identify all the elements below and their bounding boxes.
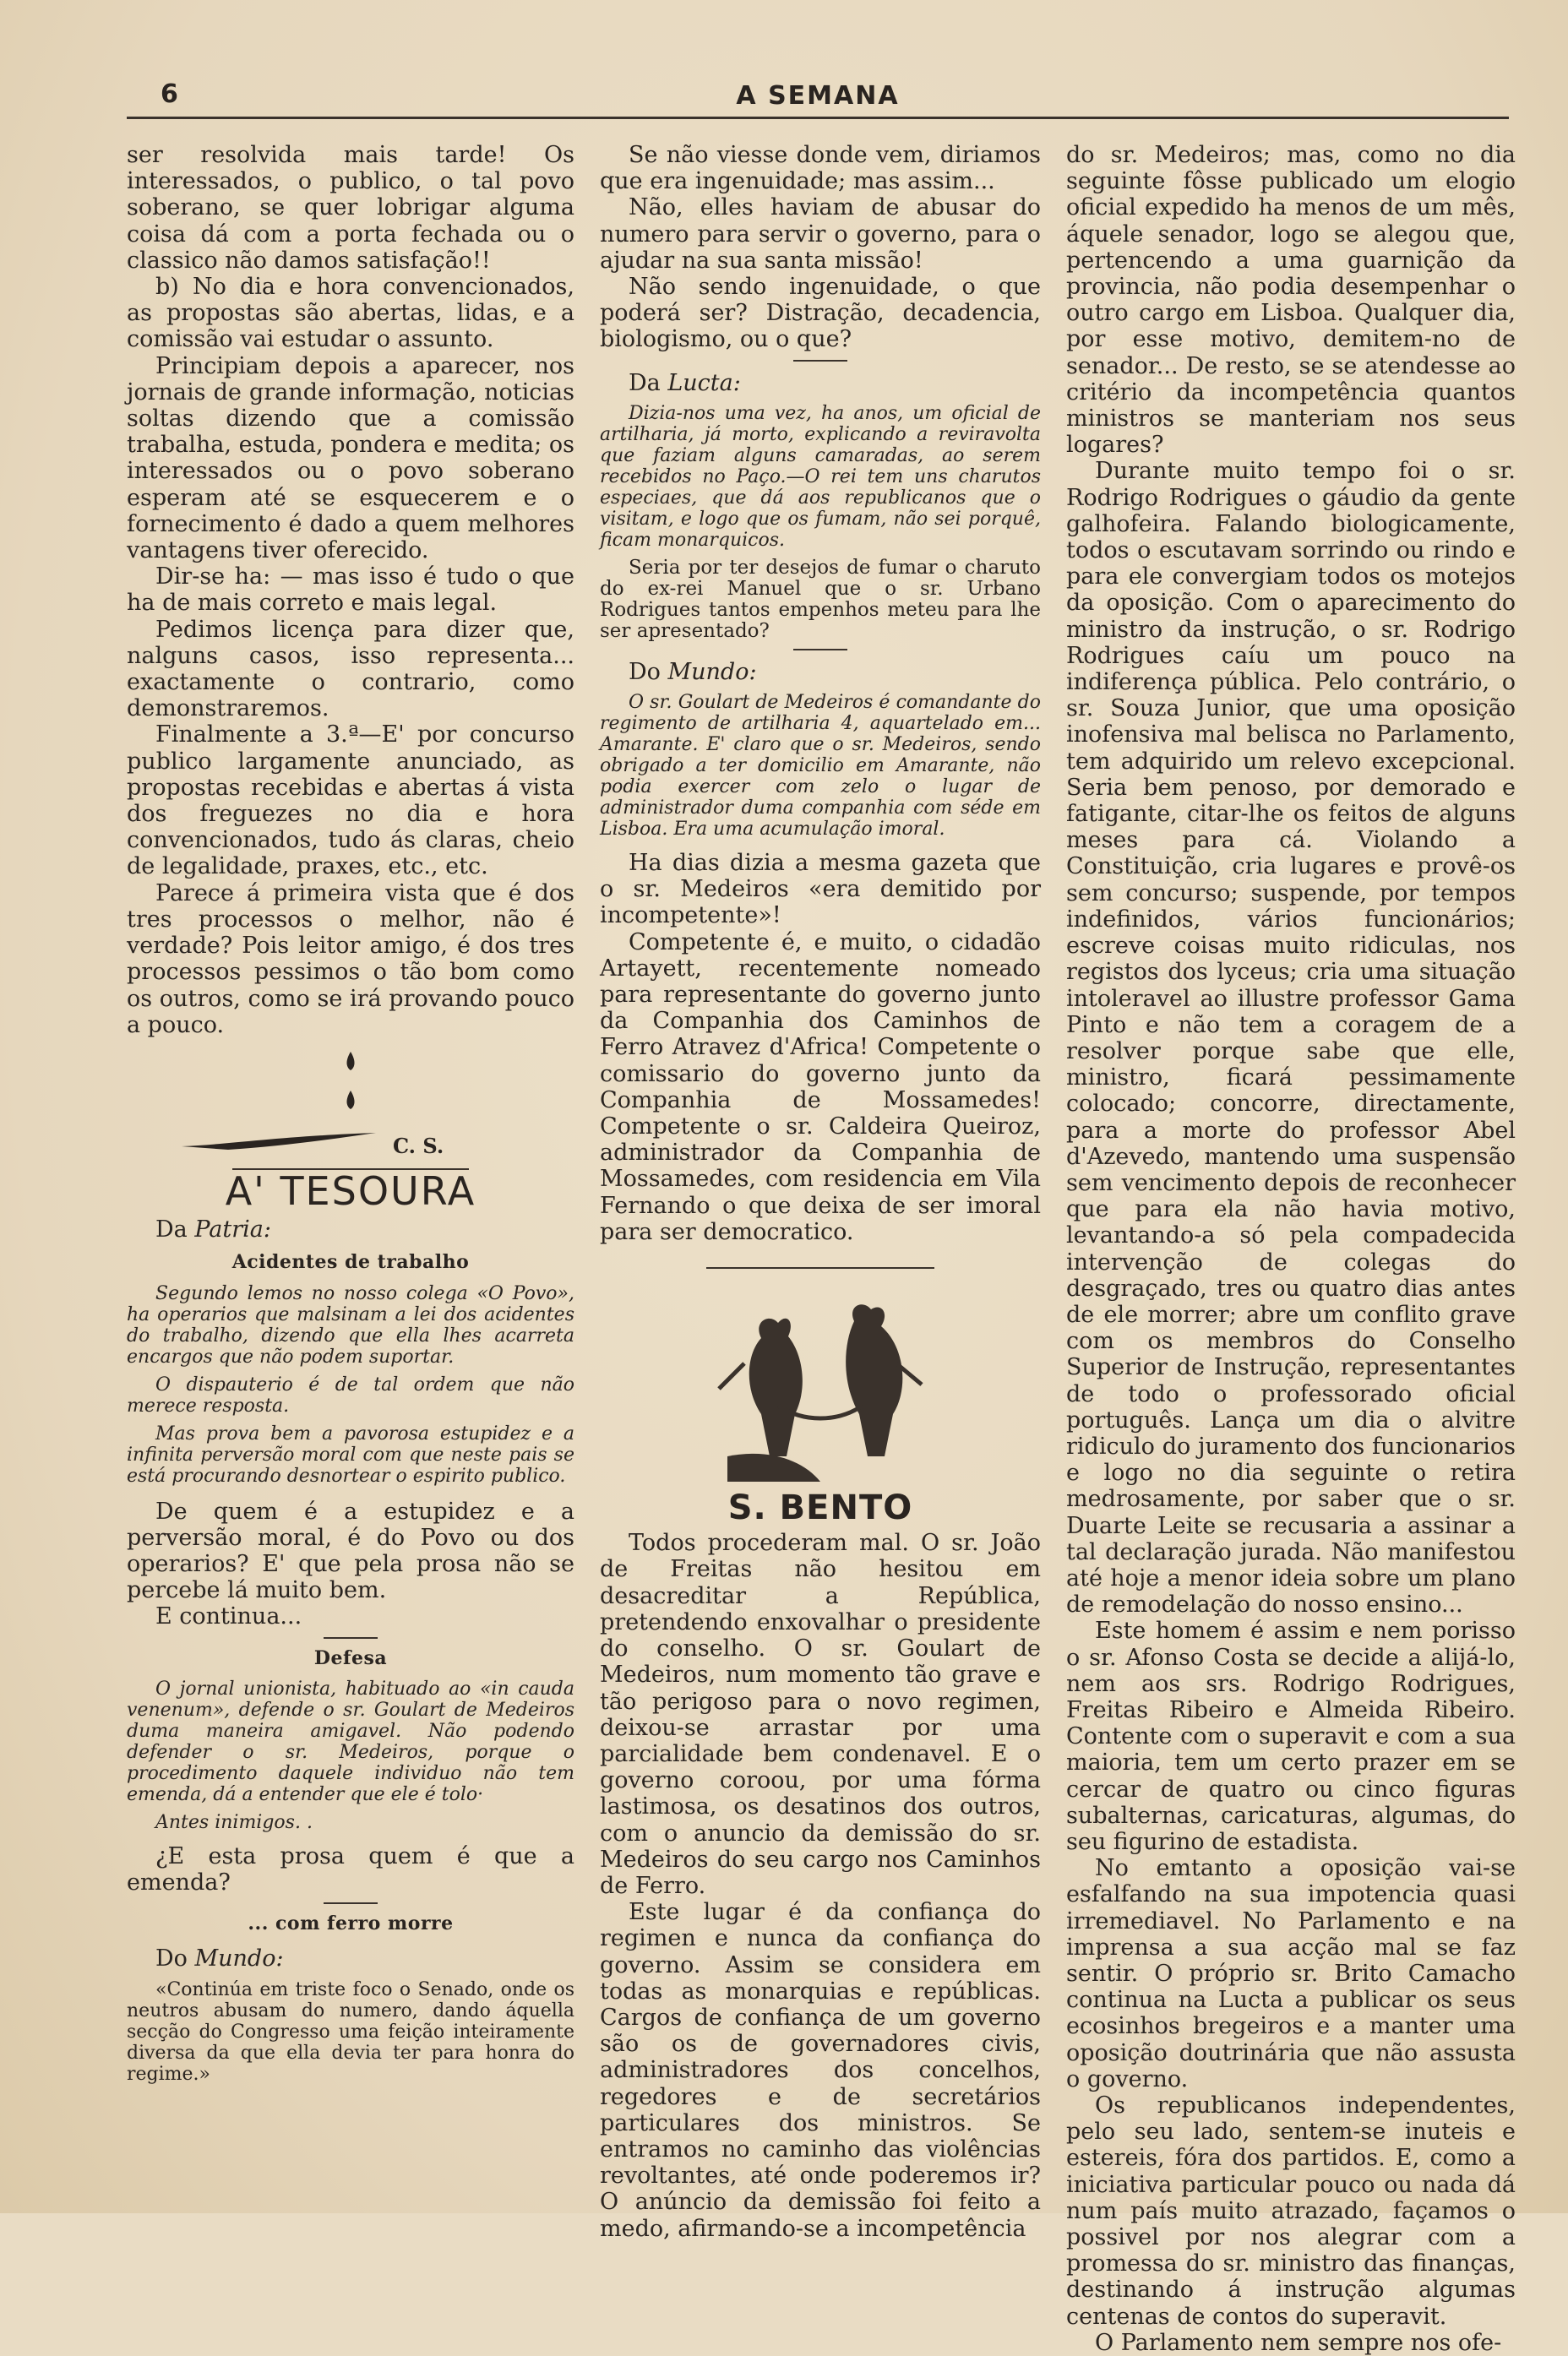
paragraph: Competente é, e muito, o cidadão Artayett, recentemente nomeado para representante do governo junto da Companhia dos Caminhos de Ferro Atravez d'Africa! Competente o comissario do governo junto da Companhia de Mossamedes! Competente o sr. Caldeira Queiroz, administrador da Companhia de Mossamedes, com residencia em Vila Fernando o que deixa de ser imoral para ser democratico. bbox=[600, 928, 1041, 1245]
signature-flourish-icon bbox=[177, 1128, 380, 1153]
paragraph: ser resolvida mais tarde! Os interessados, o publico, o tal povo soberano, se quer lobrigar alguma coisa dá com a porta fechada ou o classico não damos satisfação!! bbox=[127, 142, 574, 274]
source-line: Do Mundo: bbox=[155, 1945, 284, 1972]
quote: O dispauterio é de tal ordem que não merece resposta. bbox=[127, 1374, 574, 1417]
paragraph: Não, elles haviam de abusar do numero para servir o governo, para o ajudar na sua santa missão! bbox=[600, 194, 1041, 274]
paragraph: Principiam depois a aparecer, nos jornais de grande informação, noticias soltas dizendo que a comissão trabalha, estuda, pondera e medita; os interessados ou o povo soberano esperam até se esquecerem e o fornecimento é dado a quem melhores vantagens tiver oferecido. bbox=[127, 352, 574, 564]
source-line: Do Mundo: bbox=[629, 658, 757, 685]
paragraph: Dir-se ha: — mas isso é tudo o que ha de mais correto e mais legal. bbox=[127, 563, 574, 617]
publication-title: A SEMANA bbox=[736, 81, 900, 111]
quote: Dizia-nos uma vez, ha anos, um oficial de artilharia, já morto, explicando a reviravolta que faziam alguns camaradas, ao serem recebidos no Paço.—O rei tem uns charutos especiaes, que dá aos republicanos que o visitam, e logo que os fumam, não sei porquê, ficam monarquicos. bbox=[600, 402, 1041, 551]
divider bbox=[706, 1267, 934, 1269]
paragraph: Pedimos licença para dizer que, nalguns casos, isso representa... exactamente o contrario, como demonstraremos. bbox=[127, 616, 574, 722]
quote: Mas prova bem a pavorosa estupidez e a infinita perversão moral com que neste pais se está procurando desnortear o espirito publico. bbox=[127, 1423, 574, 1487]
article-signature: C. S. bbox=[393, 1133, 444, 1158]
divider bbox=[793, 360, 847, 362]
paragraph: do sr. Medeiros; mas, como no dia seguinte fôsse publicado um elogio oficial expedido ha menos de um mês, áquele senador, logo se alegou que, pertencendo a uma guarnição da provincia, não podia desempenhar o outro cargo em Lisboa. Qualquer dia, por esse motivo, demitem-no de senador... De resto, se se atendesse ao critério da incompetência quantos ministros se manteriam nos seus logares? bbox=[1066, 142, 1516, 459]
source-line: Da Lucta: bbox=[629, 369, 741, 396]
quote: O sr. Goulart de Medeiros é comandante do regimento de artilharia 4, aquartelado em... Amarante. E' claro que o sr. Medeiros, sendo obrigado a ter domicilio em Amarante, não podia exercer com zelo o lugar de administrador duma companhia com séde em Lisboa. Era uma acumulação imoral. bbox=[600, 692, 1041, 841]
divider bbox=[324, 1637, 378, 1639]
paragraph: Os republicanos independentes, pelo seu lado, sentem-se inuteis e estereis, fóra dos partidos. E, como a iniciativa particular pouco ou nada dá num país muito atrazado, façamos o possivel por nos alegrar com a promessa do sr. ministro das finanças, destinando á instrução algumas centenas de contos do superavit. bbox=[1066, 2092, 1516, 2330]
subheading: ... com ferro morre bbox=[248, 1913, 454, 1935]
paragraph: Este lugar é da confiança do regimen e nunca da confiança do governo. Assim se considera em todas as monarquias e repúblicas. Cargos de confiança de um governo são os de governadores civis, administradores dos concelhos, regedores e de secretários particulares dos ministros. Se entramos no caminho das violências revoltantes, até onde poderemos ir? O anúncio da demissão foi feito a medo, afirmando-se a incompetência bbox=[600, 1899, 1041, 2242]
paragraph: No emtanto a oposição vai-se esfalfando na sua impotencia quasi irremediavel. No Parlamento e na imprensa a sua acção mal se faz sentir. O próprio sr. Brito Camacho continua na Lucta a publicar os seus ecosinhos bregeiros e a manter uma oposição doutrinária que não assusta o governo. bbox=[1066, 1855, 1516, 2092]
paragraph: Não sendo ingenuidade, o que poderá ser? Distração, decadencia, biologismo, ou o que? bbox=[600, 274, 1041, 353]
section-title: S. BENTO bbox=[727, 1488, 913, 1528]
divider bbox=[324, 1902, 378, 1904]
column-2 bbox=[600, 142, 1041, 2242]
paragraph: Finalmente a 3.ª—E' por concurso publico largamente anunciado, as propostas recebidas e abertas á vista dos freguezes no dia e hora convencionados, tudo ás claras, cheio de legalidade, praxes, etc., etc. bbox=[127, 721, 574, 880]
paragraph: Este homem é assim e nem porisso o sr. Afonso Costa se decide a alijá-lo, nem aos srs. Rodrigo Rodrigues, Freitas Ribeiro e Almeida Ribeiro. Contente com o superavit e com a sua maioria, tem um certo prazer em se cercar de quatro ou cinco figuras subalternas, caricaturas, algumas, do seu figurino de estadista. bbox=[1066, 1618, 1516, 1855]
quote: Seria por ter desejos de fumar o charuto do ex-rei Manuel que o sr. Urbano Rodrigues tantos empenhos meteu para lhe ser apresentado? bbox=[600, 556, 1041, 642]
page-number: 6 bbox=[161, 79, 178, 109]
paragraph: b) No dia e hora convencionados, as propostas são abertas, lidas, e a comissão vai estudar o assunto. bbox=[127, 274, 574, 353]
quote: O jornal unionista, habituado ao «in cauda venenum», defende o sr. Goulart de Medeiros duma maneira amigavel. Não podendo defender o sr. Medeiros, porque o procedimento daquele individuo não tem emenda, dá a entender que ele é tolo· bbox=[127, 1678, 574, 1805]
paragraph: O Parlamento nem sempre nos ofe- bbox=[1095, 2329, 1502, 2356]
quote: Antes inimigos. . bbox=[155, 1811, 313, 1833]
quote: Segundo lemos no nosso colega «O Povo», ha operarios que malsinam a lei dos acidentes do trabalho, dizendo que ella lhes acarreta encargos que não podem suportar. bbox=[127, 1282, 574, 1368]
paragraph: E continua... bbox=[155, 1603, 302, 1630]
paragraph: ¿E esta prosa quem é que a emenda? bbox=[127, 1842, 574, 1896]
paragraph: Todos procederam mal. O sr. João de Freitas não hesitou em desacreditar a República, pretendendo enxovalhar o presidente do conselho. O sr. Goulart de Medeiros, num momento tão grave e tão perigoso para o novo regimen, deixou-se arrastar por uma parcialidade bem condenavel. E o governo coroou, por uma fórma lastimosa, os desatinos dos outros, com o anuncio da demissão do sr. Medeiros do seu cargo nos Caminhos de Ferro. bbox=[600, 1530, 1041, 1899]
paragraph: Se não viesse donde vem, diriamos que era ingenuidade; mas assim... bbox=[600, 142, 1041, 195]
paragraph: De quem é a estupidez e a perversão moral, é do Povo ou dos operarios? E' que pela prosa não se percebe lá muito bem. bbox=[127, 1498, 574, 1604]
column-3 bbox=[1066, 142, 1516, 2356]
section-title: A' TESOURA bbox=[225, 1167, 476, 1214]
paragraph: Durante muito tempo foi o sr. Rodrigo Rodrigues o gáudio da gente galhofeira. Falando biologicamente, todos o escutavam sorrindo ou rindo e para ele convergiam todos os motejos da oposição. Com o aparecimento do ministro da instrução, o sr. Rodrigo Rodrigues caíu um pouco na indiferença pública. Pelo contrário, o sr. Souza Junior, que uma oposição inofensiva mal belisca no Parlamento, tem adquirido um relevo excepcional. Seria bem penoso, por demorado e fatigante, citar-lhe os feitos de alguns meses para cá. Violando a Constituição, cria lugares e provê-os sem concurso; suspende, por tempos indefinidos, vários funcionários; escreve coisas muito ridiculas, nos registos dos lyceus; cria uma situação intoleravel ao illustre professor Gama Pinto e não tem a coragem de a resolver porque sabe que elle, ministro, ficará pessimamente colocado; concorre, directamente, para a morte do professor Abel d'Azevedo, mantendo uma suspensão sem vencimento depois de reconhecer que para ela não havia motivo, levantando-a só pela compadecida intervenção de colegas do desgraçado, tres ou quatro dias antes de ele morrer; abre um conflito grave com os membros do Conselho Superior de Instrução, representantes de todo o professorado oficial português. Lança um dia o alvitre ridiculo do juramento dos funcionarios e logo no dia seguinte o retira medrosamente, por saber que o sr. Duarte Leite se recusaria a assinar a tal declaração jurada. Não manifestou até hoje a menor ideia sobre um plano de remodelação do nosso ensino... bbox=[1066, 458, 1516, 1619]
source-line: Da Patria: bbox=[155, 1216, 271, 1243]
ornament-dots-icon bbox=[334, 1045, 368, 1121]
paragraph: Ha dias dizia a mesma gazeta que o sr. Medeiros «era demitido por incompetente»! bbox=[600, 850, 1041, 929]
paragraph: Parece á primeira vista que é dos tres processos o melhor, não é verdade? Pois leitor amigo, é dos tres processos pessimos o tão bom como os outros, como se irá provando pouco a pouco. bbox=[127, 879, 574, 1038]
column-1 bbox=[127, 142, 574, 2092]
quote: «Continúa em triste foco o Senado, onde os neutros abusam do numero, dando áquella secção do Congresso uma feição inteiramente diversa da que ella devia ter para honra do regime.» bbox=[127, 1978, 574, 2085]
divider bbox=[793, 649, 847, 650]
subheading: Acidentes de trabalho bbox=[231, 1251, 470, 1274]
subheading: Defesa bbox=[313, 1646, 388, 1669]
s-bento-illustration-icon bbox=[694, 1287, 947, 1490]
page-header bbox=[127, 78, 1509, 119]
